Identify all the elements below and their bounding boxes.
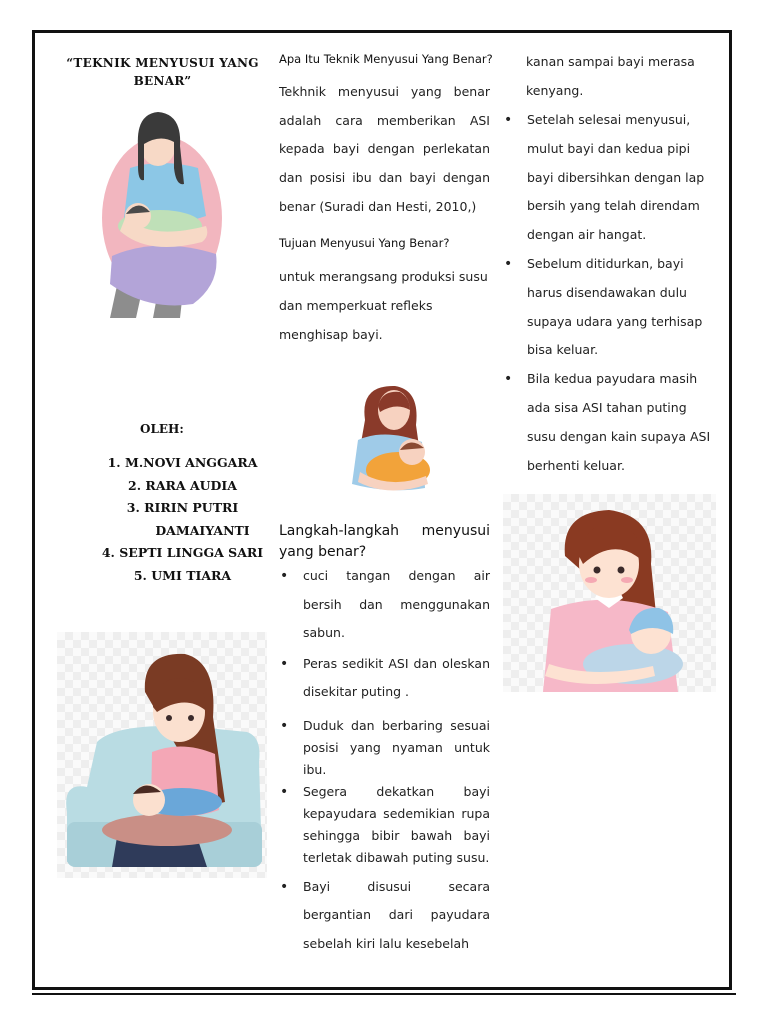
author-3-line2: DAMAIYANTI bbox=[155, 522, 250, 538]
frame-bottom-line bbox=[32, 993, 736, 995]
brochure-title bbox=[55, 54, 270, 90]
after-feeding-item: • Bila kedua payudara masih ada sisa ASI tahan puting susu dengan kain supaya ASI berhenti keluar. bbox=[503, 365, 716, 480]
steps-heading bbox=[279, 521, 490, 563]
step-item: • Duduk dan berbaring sesuai posisi yang nyaman untuk ibu. bbox=[279, 715, 490, 781]
author-5: 5. UMI TIARA bbox=[133, 567, 232, 583]
after-feeding-list bbox=[503, 106, 716, 480]
breastfeeding-mother-orange-blanket-illustration bbox=[330, 380, 450, 495]
section-goal-heading: Tujuan Menyusui Yang Benar? bbox=[279, 236, 450, 250]
section-what-heading: Apa Itu Teknik Menyusui Yang Benar? bbox=[279, 52, 493, 66]
author-2: 2. RARA AUDIA bbox=[128, 477, 237, 493]
section-goal-body: untuk merangsang produksi susu dan memperkuat refleks menghisap bayi. bbox=[279, 269, 488, 342]
after-feeding-item: • Setelah selesai menyusui, mulut bayi dan kedua pipi bayi dibersihkan dengan lap bersih yang telah direndam dengan air hangat. bbox=[503, 106, 716, 250]
author-4: 4. SEPTI LINGGA SARI bbox=[101, 545, 264, 560]
steps-heading-word-1: Langkah-langkah bbox=[279, 523, 400, 539]
step-item: • Bayi disusui secara bergantian dari payudara sebelah kiri lalu kesebelah bbox=[279, 873, 490, 959]
steps-heading-word-2: menyusui bbox=[421, 523, 490, 539]
after-feeding-item: • Sebelum ditidurkan, bayi harus disendawakan dulu supaya udara yang terhisap bisa keluar. bbox=[503, 250, 716, 365]
author-1: 1. M.NOVI ANGGARA bbox=[107, 455, 258, 470]
breastfeeding-mother-pink-circle-illustration bbox=[98, 106, 228, 321]
breastfeeding-mother-blue-hat-baby-illustration bbox=[503, 494, 716, 692]
author-3-line1: 3. RIRIN PUTRI bbox=[126, 500, 239, 515]
title-line-1: “TEKNIK MENYUSUI YANG bbox=[66, 56, 259, 70]
step-item: • cuci tangan dengan air bersih dan menggunakan sabun. bbox=[279, 562, 490, 648]
breastfeeding-mother-armchair-illustration bbox=[57, 632, 267, 878]
step-item: • Peras sedikit ASI dan oleskan disekitar puting . bbox=[279, 650, 490, 707]
continued-text: kanan sampai bayi merasa kenyang. bbox=[526, 54, 695, 98]
oleh-label: OLEH: bbox=[140, 422, 184, 436]
section-what-body: Tekhnik menyusui yang benar adalah cara memberikan ASI kepada bayi dengan perlekatan dan posisi ibu dan bayi dengan benar (Suradi dan Hesti, 2010,) bbox=[279, 84, 490, 214]
title-line-2: BENAR” bbox=[133, 74, 192, 88]
steps-list bbox=[279, 562, 490, 958]
author-list bbox=[90, 452, 275, 587]
steps-heading-line-2: yang benar? bbox=[279, 544, 367, 560]
step-item: • Segera dekatkan bayi kepayudara sedemikian rupa sehingga bibir bawah bayi terletak dibawah puting susu. bbox=[279, 781, 490, 869]
